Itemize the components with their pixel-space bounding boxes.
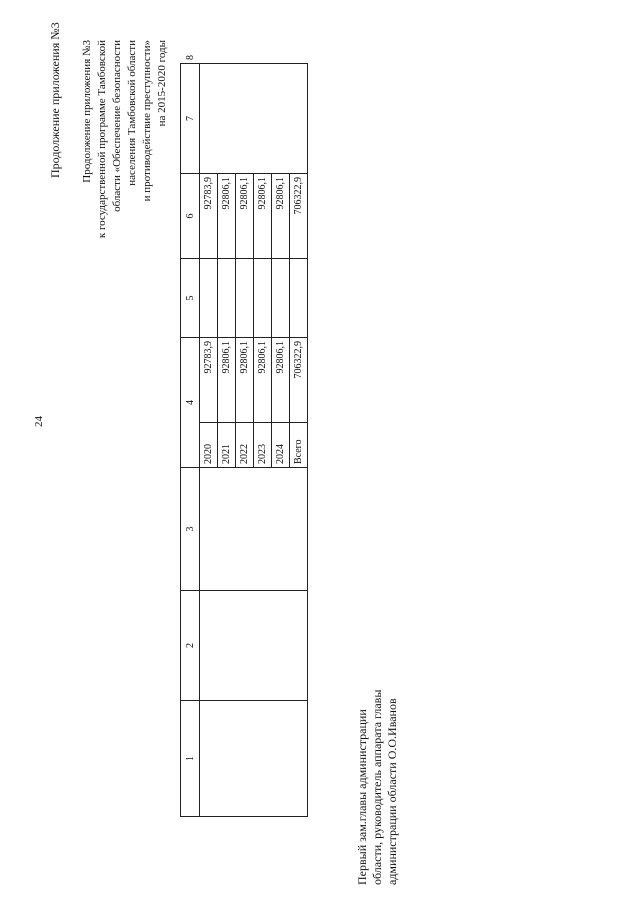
header-line: к государственной программе Тамбовской	[96, 40, 108, 239]
total-label-cell: Всего	[290, 423, 308, 468]
signature-block	[355, 690, 400, 885]
header-line: Продолжение приложения №3	[81, 40, 93, 183]
header-annex-block	[80, 40, 170, 238]
header-line: области «Обеспечение безопасности	[111, 40, 123, 212]
page-number: 24	[33, 416, 45, 427]
value-cell-col6: 92783,9	[200, 174, 218, 259]
value-cell-col4: 92806,1	[272, 338, 290, 423]
value-cell-col4: 92806,1	[254, 338, 272, 423]
signature-line: области, руководитель аппарата главы	[370, 689, 384, 885]
merged-cell-col1	[200, 701, 308, 817]
year-cell: 2022	[236, 423, 254, 468]
column-number: 6	[181, 174, 200, 259]
column-number: 3	[181, 468, 200, 591]
header-line: населения Тамбовской области	[126, 40, 138, 186]
year-cell: 2024	[272, 423, 290, 468]
empty-cell-col5	[272, 259, 290, 338]
column-number: 4	[181, 338, 200, 468]
value-cell-col4: 92806,1	[218, 338, 236, 423]
value-cell-col4: 92783,9	[200, 338, 218, 423]
column-number: 5	[181, 259, 200, 338]
column-number: 2	[181, 591, 200, 701]
year-cell: 2023	[254, 423, 272, 468]
merged-cell-col3	[200, 468, 308, 591]
year-cell: 2020	[200, 423, 218, 468]
header-line: на 2015-2020 годы	[156, 40, 168, 127]
empty-cell-col5	[254, 259, 272, 338]
column-number: 7	[181, 64, 200, 174]
column-number-row: 1 2 3 4 5 6 7 8	[181, 64, 200, 817]
value-cell-col6: 92806,1	[272, 174, 290, 259]
empty-cell-col5	[218, 259, 236, 338]
funding-table	[180, 55, 308, 817]
empty-cell-col5	[290, 259, 308, 338]
empty-cell-col5	[236, 259, 254, 338]
merged-cell-col2	[200, 591, 308, 701]
value-cell-col4: 92806,1	[236, 338, 254, 423]
value-cell-col4: 706322,9	[290, 338, 308, 423]
value-cell-col6: 92806,1	[236, 174, 254, 259]
value-cell-col6: 706322,9	[290, 174, 308, 259]
value-cell-col6: 92806,1	[218, 174, 236, 259]
header-line: и противодействие преступности»	[141, 40, 153, 202]
merged-cell-col7	[200, 64, 308, 174]
signature-line: Первый зам.главы администрации	[355, 709, 369, 885]
empty-cell-col5	[200, 259, 218, 338]
header-title: Продолжение приложения №3	[48, 22, 62, 178]
year-cell: 2021	[218, 423, 236, 468]
table-row	[200, 64, 218, 817]
column-number: 1	[181, 701, 200, 817]
signature-line: администрации области О.О.Иванов	[385, 698, 399, 885]
value-cell-col6: 92806,1	[254, 174, 272, 259]
